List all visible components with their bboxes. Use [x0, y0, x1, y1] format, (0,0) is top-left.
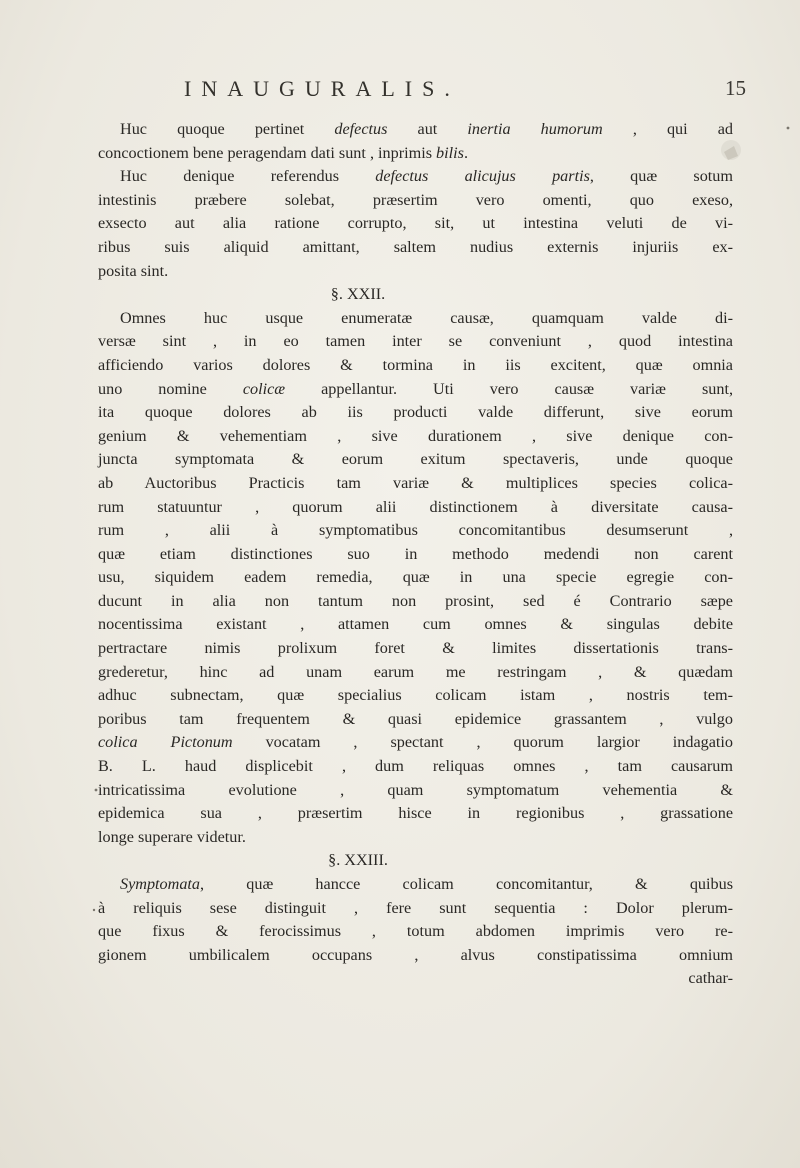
page-number: 15: [725, 76, 746, 100]
text-line: B. L. haud displicebit , dum reliquas omnes , tam causarum: [98, 757, 733, 776]
text-line: à reliquis sese distinguit , fere sunt sequentia : Dolor plerum-: [98, 898, 733, 917]
text-line: Huc quoque pertinet defectus aut inertia humorum , qui ad: [120, 120, 734, 138]
section-heading-23: §. XXIII.: [328, 851, 388, 870]
text-line: que fixus & ferocissimus , totum abdomen imprimis vero re-: [98, 922, 733, 941]
text-line: concoctionem bene peragendam dati sunt , inprimis bilis.: [98, 143, 468, 162]
text-line: nocentissima existant , attamen cum omnes & singulas debite: [98, 615, 733, 634]
text-line: Symptomata, quæ hancce colicam concomitantur, & quibus: [120, 875, 733, 893]
text-line: versæ sint , in eo tamen inter se conveniunt , quod intestina: [98, 332, 733, 351]
text-line: intestinis præbere solebat, præsertim vero omenti, quo exeso,: [98, 190, 733, 209]
text-line: rum , alii à symptomatibus concomitantibus desumserunt ,: [98, 521, 733, 540]
paragraph-1: [98, 118, 733, 165]
text-line: epidemica sua , præsertim hisce in regionibus , grassatione: [98, 804, 733, 823]
text-line: ribus suis aliquid amittant, saltem nudius externis injuriis ex-: [98, 237, 733, 256]
text-line: usu, siquidem eadem remedia, quæ in una specie egregie con-: [98, 568, 733, 587]
text-line: uno nomine colicæ appellantur. Uti vero causæ variæ sunt,: [98, 379, 734, 398]
text-line: ab Auctoribus Practicis tam variæ & multiplices species colica-: [98, 473, 733, 492]
section-heading-22: §. XXII.: [330, 285, 386, 304]
running-title: INAUGURALIS.: [184, 76, 460, 101]
text-line: gionem umbilicalem occupans , alvus constipatissima omnium: [98, 945, 733, 964]
text-line: ita quoque dolores ab iis producti valde differunt, sive eorum: [98, 403, 733, 422]
text-line: Omnes huc usque enumeratæ causæ, quamquam valde di-: [120, 308, 733, 327]
catchword: cathar-: [688, 969, 733, 988]
text-line: pertractare nimis prolixum foret & limites dissertationis trans-: [98, 639, 733, 658]
text-line: exsecto aut alia ratione corrupto, sit, ut intestina veluti de vi-: [98, 214, 733, 233]
main-text: [98, 118, 733, 991]
text-line: ducunt in alia non tantum non prosint, sed é Contrario sæpe: [98, 591, 733, 610]
text-line: rum statuuntur , quorum alii distinctionem à diversitate causa-: [98, 497, 733, 516]
text-line: Huc denique referendus defectus alicujus partis, quæ sotum: [120, 167, 733, 186]
page-header: [0, 76, 800, 106]
text-line: afficiendo varios dolores & tormina in iis excitent, quæ omnia: [98, 355, 733, 374]
paragraph-2: [98, 165, 733, 283]
text-line: posita sint.: [98, 261, 169, 280]
text-line: poribus tam frequentem & quasi epidemice grassantem , vulgo: [98, 709, 733, 728]
text-line: juncta symptomata & eorum exitum spectaveris, unde quoque: [98, 450, 733, 469]
text-line: intricatissima evolutione , quam symptomatum vehementia &: [98, 780, 733, 799]
text-line: longe superare videtur.: [98, 827, 246, 846]
text-line: genium & vehementiam , sive durationem , sive denique con-: [98, 426, 733, 445]
text-line: grederetur, hinc ad unam earum me restringam , & quædam: [98, 662, 733, 681]
text-line: adhuc subnectam, quæ specialius colicam istam , nostris tem-: [98, 686, 733, 705]
text-line: colica Pictonum vocatam , spectant , quorum largior indagatio: [98, 733, 733, 752]
paragraph-3: [98, 307, 733, 850]
paragraph-4: [98, 873, 733, 991]
text-line: quæ etiam distinctiones suo in methodo medendi non carent: [98, 544, 733, 563]
